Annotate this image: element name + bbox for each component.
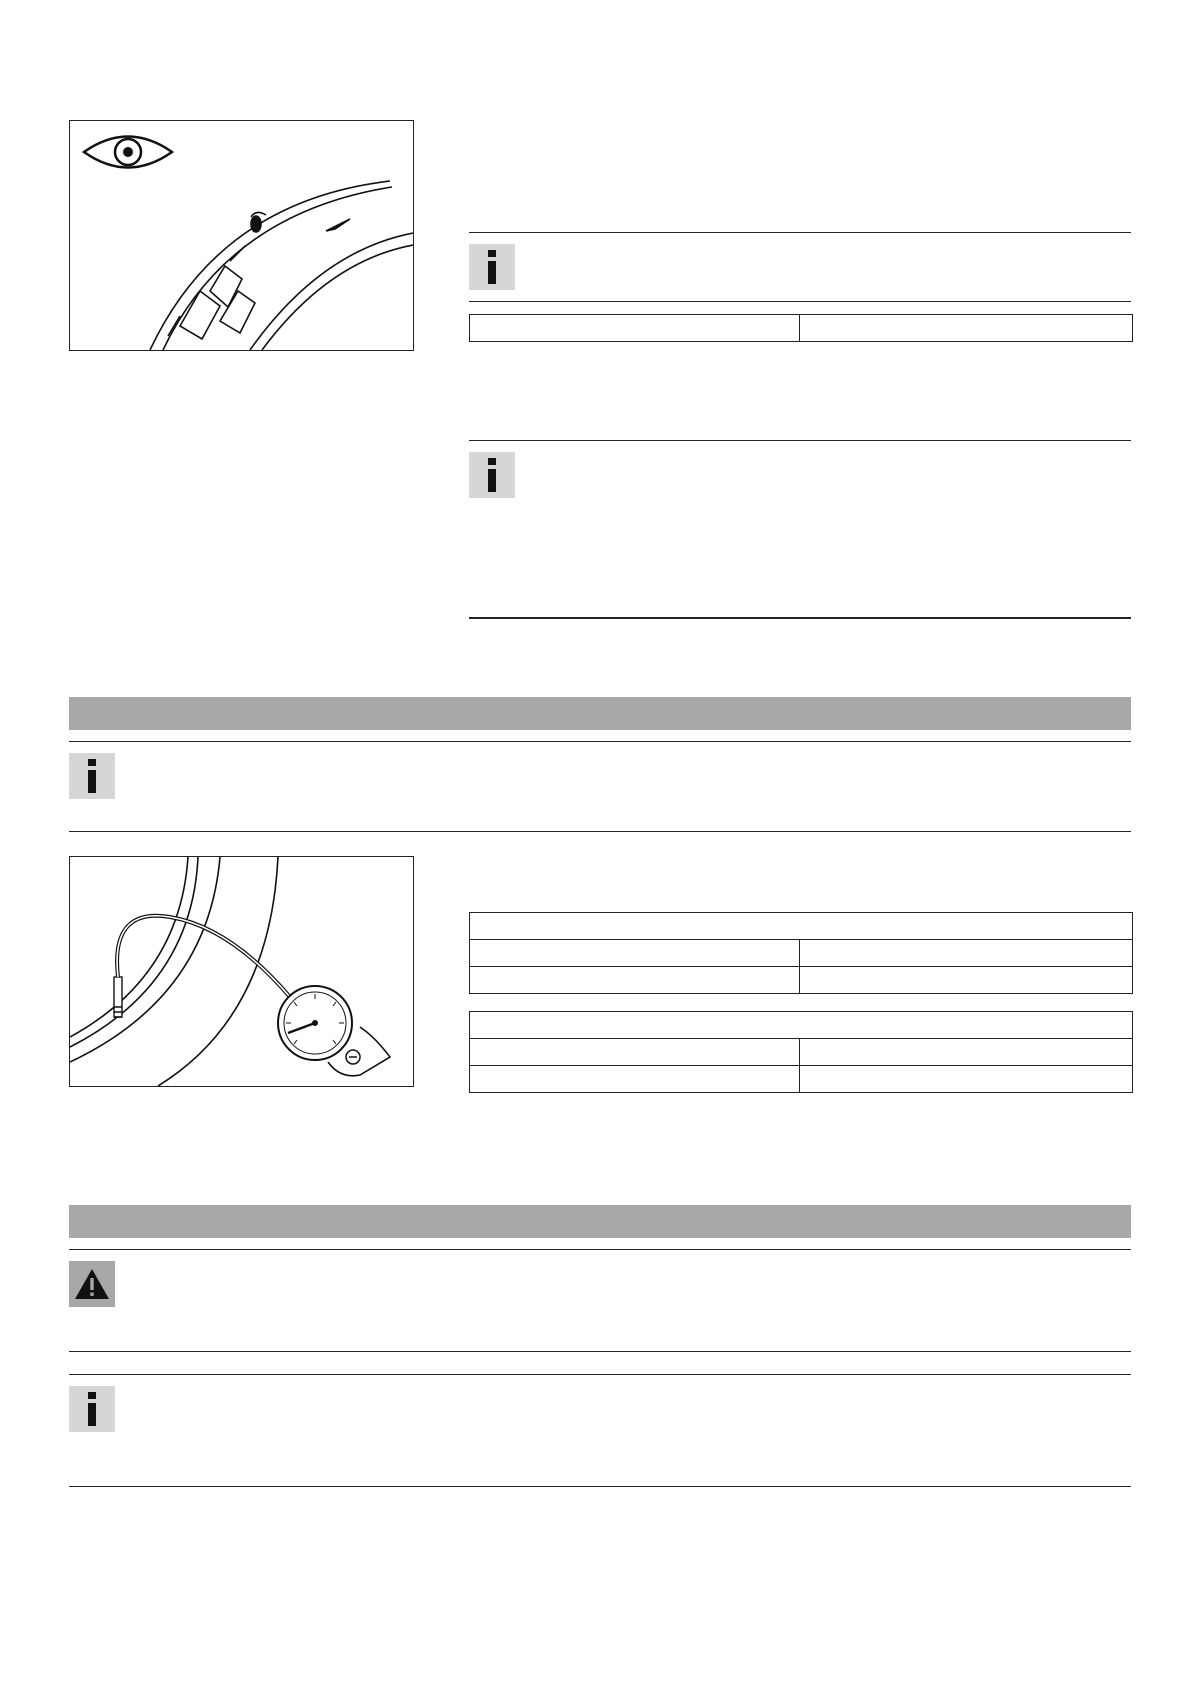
table-cell [470,967,800,994]
table-row [470,940,1133,967]
table-cell [800,1066,1133,1093]
eye-icon [84,137,172,168]
figure-tire-pressure [69,856,414,1087]
section-header-bar [69,697,1131,730]
spec-table-1 [469,314,1133,342]
divider [469,440,1131,441]
info-icon [469,244,515,290]
tire-icon [70,857,278,1086]
tire-pressure-illustration [70,857,413,1086]
divider [469,301,1131,302]
table-row [470,315,1133,342]
table-row [470,1066,1133,1093]
table-cell [800,1039,1133,1066]
table-cell [470,1066,800,1093]
table-row [470,1039,1133,1066]
table-cell [470,940,800,967]
table-header [470,913,1133,940]
table-row [470,967,1133,994]
divider [69,741,1131,742]
pressure-gauge-icon [278,986,360,1064]
spec-table-2 [469,912,1133,994]
table-cell [800,940,1133,967]
section-header-bar [69,1205,1131,1238]
divider [69,1351,1131,1352]
table-cell [470,1039,800,1066]
warning-icon [69,1261,115,1307]
tire-tread-illustration [70,121,413,350]
figure-tire-tread [69,120,414,351]
table-cell [470,315,800,342]
info-icon [69,753,115,799]
divider [69,831,1131,832]
table-row [470,913,1133,940]
table-cell [800,315,1133,342]
info-icon [69,1386,115,1432]
tire-icon [150,181,413,350]
table-header [470,1012,1133,1039]
table-cell [800,967,1133,994]
table-row [470,1012,1133,1039]
divider [469,617,1131,619]
spec-table-3 [469,1011,1133,1093]
divider [69,1486,1131,1487]
divider [69,1249,1131,1250]
valve-icon [114,977,122,1017]
info-icon [469,452,515,498]
divider [469,232,1131,233]
divider [69,1374,1131,1375]
